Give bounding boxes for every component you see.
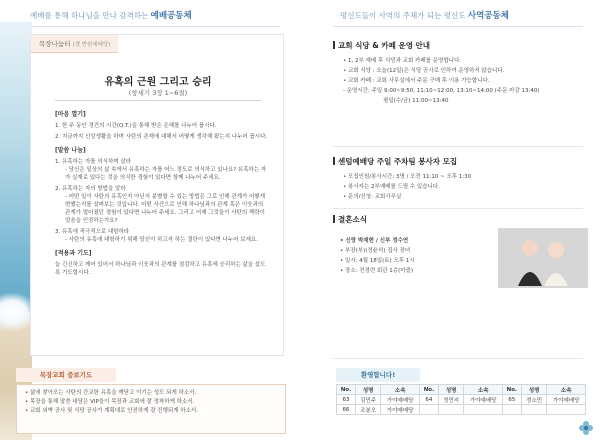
couple-photo-image <box>498 228 588 288</box>
list-item: 1. 유혹하는 자를 의식하며 살라 <box>55 159 131 165</box>
header-left-line <box>25 26 280 27</box>
parking-volunteer-list <box>343 172 583 202</box>
list-item: • 교회 카페 : 교회 사무실에서 주문 구매 후 이용 가능합니다. <box>343 76 583 86</box>
list-item: - 어떤 일이 사탄의 유혹인지 아닌지 분별할 수 있는 방법은 그로 인해 관계가 어떻게 변했는지를 살펴보는 것입니다. 어떤 사건으로 인해 하나님과의 관계 혹은 이웃과의 관계가 멀어졌던 경험이 있다면 나누어 주세요. 그리고 어제 그것들이 사탄의 책략이었음을 인정하는가요? <box>65 194 266 224</box>
list-item: • 모집인원/봉사시간: 3명 / 오전 11:10 ~ 오후 1:30 <box>343 172 583 182</box>
header-right-line <box>333 26 583 27</box>
prayer-item: • 목장을 통해 말씀 내담은 VIP들이 목장과 교회에 잘 정착하게 하소서. <box>25 399 195 405</box>
section-heading: [말씀 나눔] <box>55 147 86 154</box>
list-item: - 사탄의 유혹에 대항하기 위해 당신이 하고자 하는 결단이 있다면 나누어 보세요. <box>65 237 258 243</box>
section-heading: [마음 열기] <box>55 111 86 118</box>
prayer-heading: 목장교회 중보기도 <box>16 368 116 382</box>
wedding-photo <box>498 228 588 288</box>
list-item: 늘 긴신하고 깨어 있어서 하나님과 이웃과의 관계를 점검하고 유혹에 승리하는 삶을 살도록 기도합시다. <box>55 262 266 276</box>
welcome-table <box>336 384 586 415</box>
sermon-content <box>55 105 269 277</box>
list-item: 2. 유혹하는 자의 방법을 알라 <box>55 186 126 192</box>
list-item: - 운영시간: 주일 9:00~9:50, 11:10~12:00, 13:10~14:00 (주문 마감 13:40) <box>343 88 540 94</box>
list-item: 1. 한 주 동안 경건의 시간(Q.T.)을 통해 받은 은혜를 나누어 봅시다. <box>55 123 217 129</box>
welcome-heading: 환영합니다! <box>336 368 420 382</box>
list-item: • 교회 식당 : 오늘(12일)은 식당 공사로 인하여 운영하지 않습니다. <box>343 66 583 76</box>
parking-volunteer-title: 센텀예배당 주일 주차팀 봉사자 모집 <box>333 156 457 167</box>
header-right <box>300 0 600 22</box>
list-item: • 부장(부)(정윤석) 집사 장녀 <box>340 248 411 254</box>
wedding-title: 결혼소식 <box>333 214 367 225</box>
cafe-notice-list <box>343 56 583 106</box>
header-left-pre: 예배를 통해 하나님을 만나 감격하는 <box>30 11 149 20</box>
cafe-notice-title: 교회 식당 & 카페 운영 안내 <box>333 40 430 51</box>
header-right-pre: 평신도들이 사역의 주체가 되는 평신도 <box>340 11 466 20</box>
table-header-row: No. 성명 소속 No. 성명 소속 No. 성명 소속 <box>337 385 586 395</box>
section-divider <box>333 208 583 209</box>
header-left-strong: 예배공동체 <box>150 11 192 21</box>
list-item: • 일시: 4월 18일(토) 오후 1시 <box>340 258 415 264</box>
list-item: 2. 지금까지 신앙생활을 하며 사탄의 존재에 대해서 어떻게 생각해 왔는지 나누어 봅시다. <box>55 134 268 140</box>
header-left <box>0 0 300 22</box>
prayer-item: • 교회 외벽 공사 및 식당 공사가 계획대로 안전하게 잘 진행되게 하소서. <box>25 408 198 414</box>
section-heading: [적용과 기도] <box>55 250 92 257</box>
list-item: • 1, 2부 예배 후 식당과 교회 카페를 운영합니다. <box>343 56 583 66</box>
sermon-subtitle: (창세기 3장 1~6절) <box>128 89 188 97</box>
sermon-title: 유혹의 근원 그리고 승리 <box>104 77 212 88</box>
prayer-item: • 삶에 찾아오는 사탄의 간교한 유혹을 깨닫고 이기는 성도 되게 하소서. <box>25 390 197 396</box>
list-item: • 봉사자는 2부예배를 드릴 수 있습니다. <box>343 182 583 192</box>
header-right-strong: 사역공동체 <box>467 11 509 21</box>
prayer-box <box>16 384 286 434</box>
section-divider <box>333 146 583 147</box>
sermon-panel <box>30 34 284 356</box>
list-item: • 문의/신청: 교회사무실 <box>343 192 583 202</box>
title-divider <box>55 100 261 101</box>
list-item: 평일(수/금) 11:00~13:40 <box>383 98 449 104</box>
list-item: - 당신은 일상의 삶 속에서 유혹하는 자를 어느 정도로 의식하고 있나요? 유혹하는 자가 실재로 있다는 것을 의식한 경험이 있다면 함께 나누어 주세요. <box>65 167 267 181</box>
table-row: 63 김민주 가야예배당 64 정민지 가야예배당 65 정소민 가야예배당 <box>337 395 586 405</box>
flower-icon <box>578 420 594 436</box>
cell-share-tag: 목장나눔터 (셀 반원예배당) <box>31 35 118 53</box>
list-item: 3. 유혹에 적극적으로 대항하라 <box>55 229 130 235</box>
wedding-couple: • 신랑 박재현 / 신부 정수연 <box>340 238 409 244</box>
list-item: • 장소: 전경련 회관 1층(마콜) <box>340 268 414 274</box>
table-row: 66 조봉오 가야예배당 <box>337 405 586 415</box>
section-divider <box>333 358 583 359</box>
wedding-info <box>340 236 520 276</box>
